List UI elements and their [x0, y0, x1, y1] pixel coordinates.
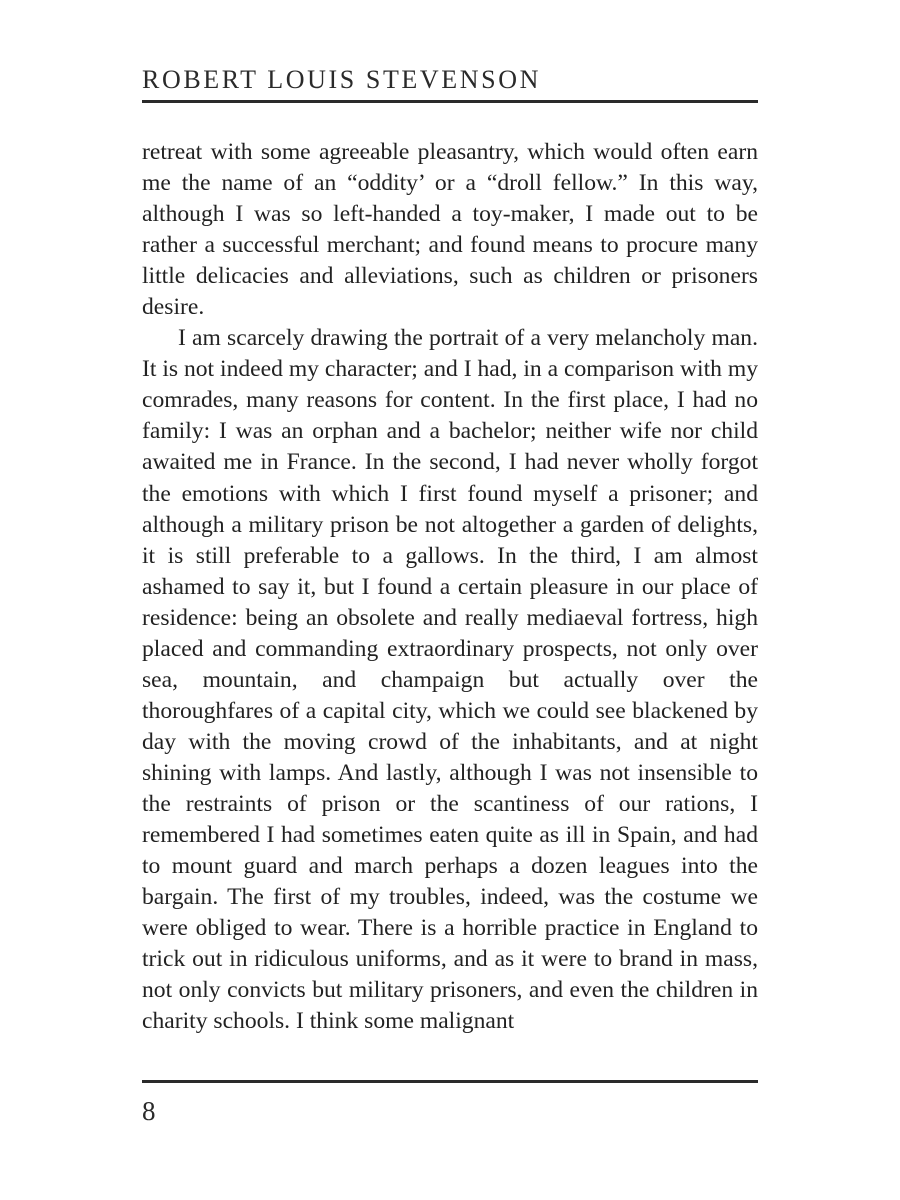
paragraph: I am scarcely drawing the portrait of a very melancholy man. It is not indeed my character; and I had, in a comparison with my comrades, many reasons for content. In the first place, I had no family: I was an orphan and a bachelor; neither wife nor child awaited me in France. In the second, I had never wholly forgot the emotions with which I first found myself a prisoner; and although a military prison be not altogether a garden of delights, it is still preferable to a gallows. In the third, I am almost ashamed to say it, but I found a certain pleasure in our place of residence: being an obsolete and really mediaeval fortress, high placed and commanding extraordinary prospects, not only over sea, mountain, and champaign but actually over the thoroughfares of a capital city, which we could see blackened by day with the moving crowd of the inhabitants, and at night shining with lamps. And lastly, although I was not insensible to the restraints of prison or the scantiness of our rations, I remembered I had sometimes eaten quite as ill in Spain, and had to mount guard and march perhaps a dozen leagues into the bargain. The first of my troubles, indeed, was the costume we were obliged to wear. There is a horrible practice in England to trick out in ridiculous uniforms, and as it were to brand in mass, not only convicts but military prisoners, and even the children in charity schools. I think some malignant: [142, 325, 758, 1035]
body-text: [142, 137, 758, 1037]
footer-rule: [142, 1080, 758, 1083]
page-number: 8: [142, 1096, 156, 1126]
header-rule: [142, 100, 758, 103]
running-head: ROBERT LOUIS STEVENSON: [142, 65, 541, 94]
paragraph-continued: retreat with some agreeable pleasantry, which would often earn me the name of an “oddity’ or a “droll fellow.” In this way, although I was so left-handed a toy-maker, I made out to be rather a successful merchant; and found means to procure many little delicacies and alleviations, such as children or prisoners desire.: [142, 139, 758, 321]
